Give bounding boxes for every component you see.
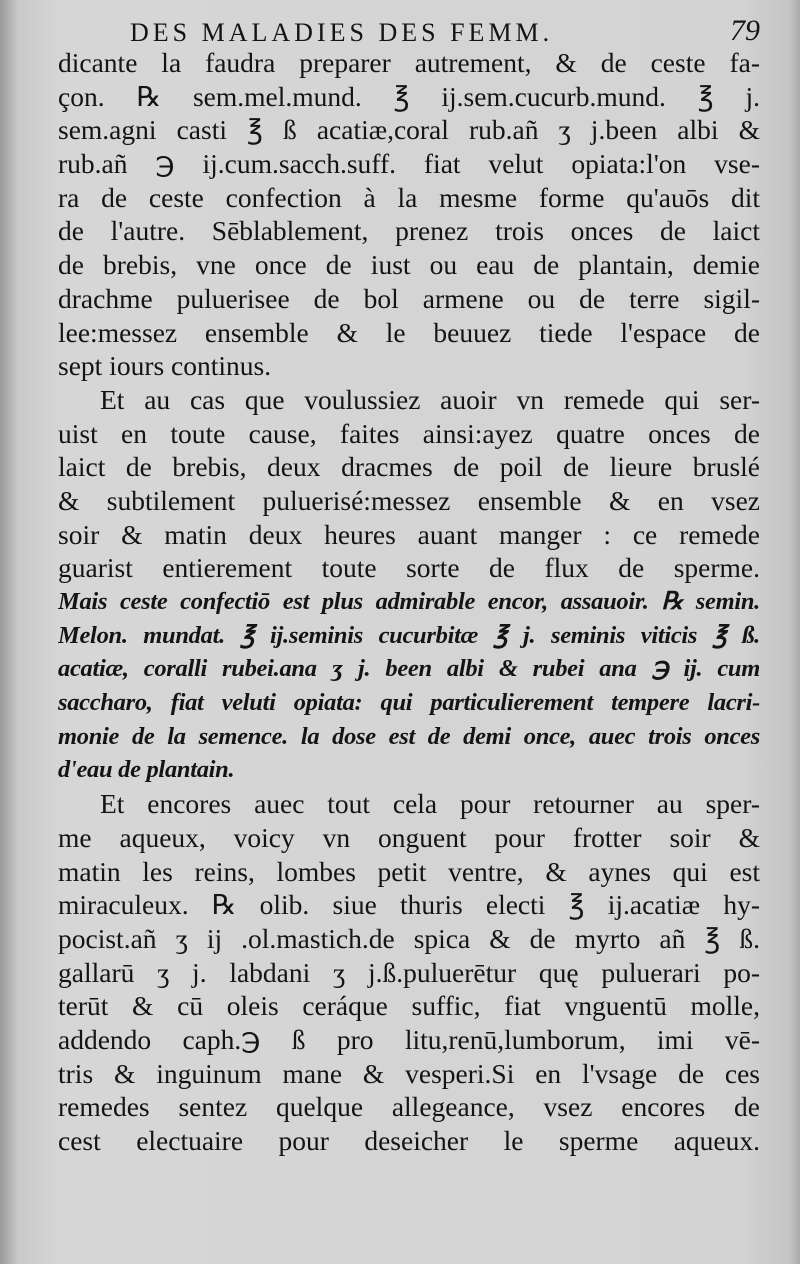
text-line: drachme puluerisee de bol armene ou de terre sigil- xyxy=(58,282,760,314)
text-line: ra de ceste confection à la mesme forme qu'auōs dit xyxy=(58,181,760,213)
text-line: de l'autre. Sēblablement, prenez trois onces de laict xyxy=(58,215,760,247)
text-line: rub.añ ℈ ij.cum.sacch.suff. fiat velut opiata:l'on vse- xyxy=(58,148,760,180)
text-line: Et au cas que voulussiez auoir vn remede qui ser- xyxy=(100,383,760,415)
text-line: guarist entierement toute sorte de flux de sperme. xyxy=(58,552,760,584)
text-line: sept iours continus. xyxy=(58,350,272,382)
text-line: gallarū ʒ j. labdani ʒ j.ß.puluerētur quę puluerari po- xyxy=(58,956,760,988)
page-header xyxy=(130,14,760,48)
text-line: uist en toute cause, faites ainsi:ayez quatre onces de xyxy=(58,417,760,449)
text-line: lee:messez ensemble & le beuuez tiede l'espace de xyxy=(58,316,760,348)
text-line: sem.agni casti ℥ ß acatiæ,coral rub.añ ʒ j.been albi & xyxy=(58,114,760,146)
text-line: cest electuaire pour deseicher le sperme aqueux. xyxy=(58,1125,760,1156)
text-line: dicante la faudra preparer autrement, & de ceste fa- xyxy=(58,47,760,78)
text-line: remedes sentez quelque allegeance, vsez encores de xyxy=(58,1091,760,1123)
text-line: pocist.añ ʒ ij .ol.mastich.de spica & de myrto añ ℥ ß. xyxy=(58,922,760,954)
text-line: tris & inguinum mane & vesperi.Si en l'vsage de ces xyxy=(58,1057,760,1089)
italic-text-line: d'eau de plantain. xyxy=(58,756,235,784)
text-line: de brebis, vne once de iust ou eau de plantain, demie xyxy=(58,249,760,281)
italic-text-line: monie de la semence. la dose est de demi once, auec trois onces xyxy=(58,722,760,750)
text-line: matin les reins, lombes petit ventre, & aynes qui est xyxy=(58,855,760,887)
text-line: me aqueux, voicy vn onguent pour frotter soir & xyxy=(58,821,760,853)
text-line: miraculeux. ℞ olib. siue thuris electi ℥ ij.acatiæ hy- xyxy=(58,889,760,921)
text-line: laict de brebis, deux dracmes de poil de lieure bruslé xyxy=(58,451,760,483)
text-line: & subtilement puluerisé:messez ensemble & en vsez xyxy=(58,484,760,516)
text-line: çon. ℞ sem.mel.mund. ℥ ij.sem.cucurb.mund. ℥ j. xyxy=(58,80,760,112)
body-text xyxy=(58,46,760,1158)
italic-text-line: Melon. mundat. ℥ ij.seminis cucurbitæ ℥ j. seminis viticis ℥ ß. xyxy=(58,621,760,649)
italic-text-line: saccharo, fiat veluti opiata: qui particulierement tempere lacri- xyxy=(58,689,760,717)
italic-text-line: acatiæ, coralli rubei.ana ʒ j. been albi & rubei ana ℈ ij. cum xyxy=(58,655,760,683)
text-line: soir & matin deux heures auant manger : ce remede xyxy=(58,518,760,550)
running-head: DES MALADIES DES FEMM. xyxy=(130,18,554,47)
italic-text-line: Mais ceste confectiō est plus admirable encor, assauoir. ℞ semin. xyxy=(58,588,760,615)
page-number: 79 xyxy=(730,14,760,47)
text-line: Et encores auec tout cela pour retourner au sper- xyxy=(100,788,760,820)
text-line: addendo caph.℈ ß pro litu,renū,lumborum, imi vē- xyxy=(58,1023,760,1055)
text-line: terūt & cū oleis ceráque suffic, fiat vnguentū molle, xyxy=(58,990,760,1022)
